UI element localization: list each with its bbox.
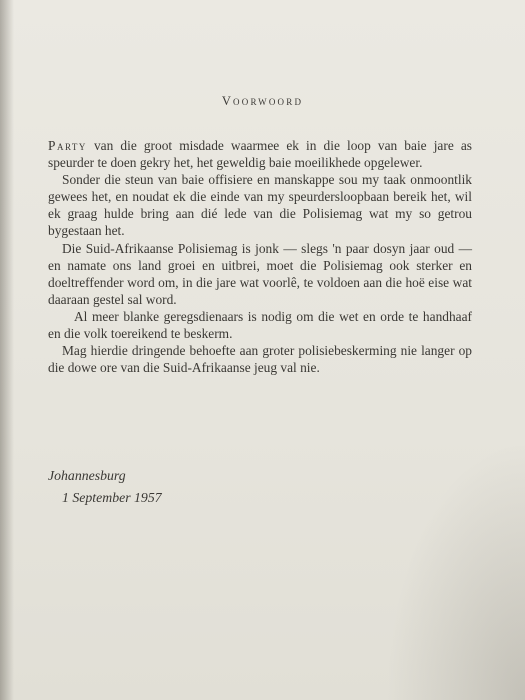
foreword-body	[48, 137, 472, 376]
signoff-place: Johannesburg	[48, 468, 126, 483]
paragraph-lead-word: Party	[48, 138, 87, 153]
signoff	[48, 465, 162, 509]
paragraph-2: Sonder die steun van baie offisiere en manskappe sou my taak onmoontlik gewees het, en noudat ek die einde van my speurdersloopbaan bereik het, wil ek graag hulde bring aan dié lede van die Polisiemag wat my so getrou bygestaan het.	[48, 172, 472, 239]
page-heading: Voorwoord	[221, 94, 304, 108]
paragraph-1	[48, 137, 472, 171]
paragraph-4: Al meer blanke geregsdienaars is nodig om die wet en orde te handhaaf en die volk toereikend te beskerm.	[48, 308, 472, 342]
paragraph-5: Mag hierdie dringende behoefte aan groter polisiebeskerming nie langer op die dowe ore van die Suid-Afrikaanse jeug val nie.	[48, 343, 472, 376]
paragraph-3: Die Suid-Afrikaanse Polisiemag is jonk — slegs 'n paar dosyn jaar oud — en namate ons land groei en uitbrei, moet die Polisiemag ook sterker en doeltreffender word om, in die jare wat voorlê, te voldoen aan die hoë eise wat daaraan gestel sal word.	[48, 240, 472, 307]
paragraph-1-text: van die groot misdade waarmee ek in die loop van baie jare as speurder te doen gekry het, het geweldig baie moeilikhede opgelewer.	[48, 138, 472, 171]
signoff-date: 1 September 1957	[62, 490, 162, 505]
